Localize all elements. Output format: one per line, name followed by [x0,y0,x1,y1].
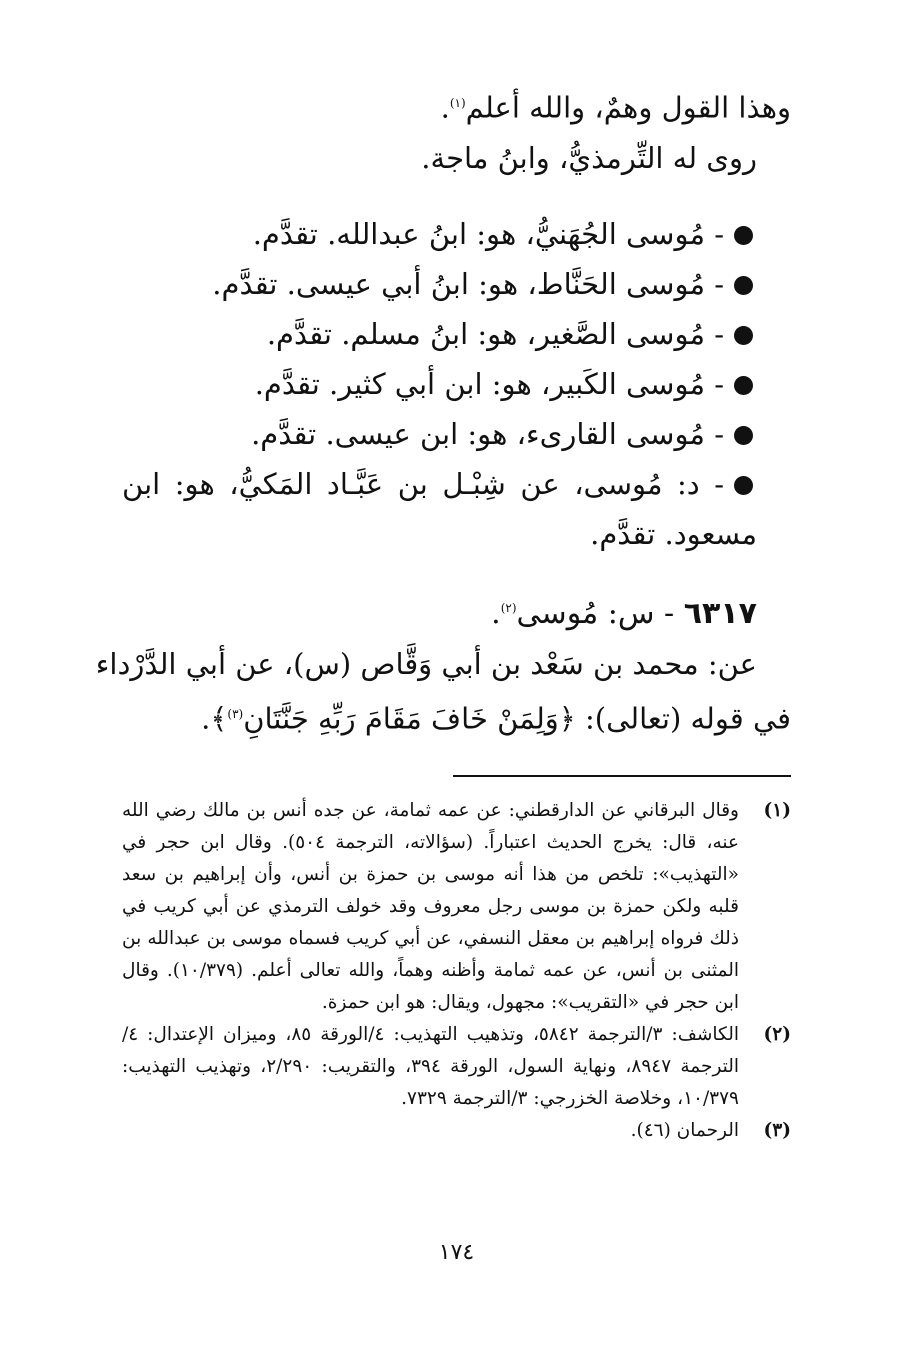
footnote [122,795,791,1019]
footnote-ref-1: (١) [449,96,466,110]
text-line-1-end: . [440,90,450,125]
bullet-text: - مُوسى الحَنَّاط، هو: ابنُ أبي عيسى. تقدَّم. [212,266,724,301]
bullet-item [122,409,791,459]
bullet-item [122,309,791,359]
entry-title: - س: مُوسى [516,595,675,631]
bullet-item [122,209,791,259]
bullet-dot-icon [734,226,753,245]
bullet-dot-icon [734,376,753,395]
entry-line-3-body: في قوله (تعالى): ﴿وَلِمَنْ خَافَ مَقَامَ رَبِّهِ جَنَّتَانِ [243,701,791,736]
footnote-text: الكاشف: ٣/الترجمة ٥٨٤٢، وتذهيب التهذيب: ٤/الورقة ٨٥، وميزان الإعتدال: ٤/الترجمة ٨٩٤٧، ونهاية السول، الورقة ٣٩٤، والتقريب: ٢/٢٩٠، وتهذيب التهذيب: ١٠/٣٧٩، وخلاصة الخزرجي: ٣/الترجمة ٧٣٢٩. [122,1024,740,1109]
bullet-dot-icon [734,326,753,345]
footnote-number: (٣) [763,1120,791,1141]
footnotes [122,795,791,1147]
footnote-text: الرحمان (٤٦). [630,1120,739,1141]
entry-title-end: . [491,595,501,631]
footnote-separator [453,775,791,777]
bullet-item [122,259,791,309]
entry-line-2: عن: محمد بن سَعْد بن أبي وَقَّاص (س)، عن أبي الدَّرْداء [95,646,757,681]
text-line-1-body: وهذا القول وهمٌ، والله أعلم [465,90,791,125]
text-line-1 [122,78,791,133]
bullet-dot-icon [734,276,753,295]
bullet-dot-icon [734,476,753,495]
entry-line-3 [122,689,791,744]
footnote [122,1115,791,1147]
bullet-text: - مُوسى القارىء، هو: ابن عيسى. تقدَّم. [251,416,724,451]
text-line-2: روى له التِّرمذيُّ، وابنُ ماجة. [421,140,757,175]
footnote [122,1019,791,1115]
footnote-number: (٢) [763,1024,791,1045]
entry-heading [122,583,791,639]
bullet-text: - مُوسى الصَّغير، هو: ابنُ مسلم. تقدَّم. [266,316,724,351]
bullet-dot-icon [734,426,753,445]
bullet-item [122,459,791,559]
footnote-ref-3: (٣) [227,706,244,721]
entry-line-3-end: ﴾. [201,701,228,736]
footnote-number: (١) [763,800,791,821]
main-text [95,78,791,743]
bullet-item [122,359,791,409]
bullet-list [122,209,791,559]
footnote-text: وقال البرقاني عن الدارقطني: عن عمه ثمامة، عن جده أنس بن مالك رضي الله عنه، قال: يخرج الحديث اعتباراً. (سؤالاته، الترجمة ٥٠٤). وقال ابن حجر في «التهذيب»: تلخص من هذا أنه موسى بن حمزة بن أنس، وأن إبراهيم بن سعد قلبه ولكن حمزة بن موسى رجل معروف وقد خولف الترمذي عن أبي كريب في ذلك فرواه إبراهيم بن معقل النسفي، عن أبي كريب فسماه موسى بن عبدالله بن المثنى بن أنس، عن عمه ثمامة وأظنه وهماً، والله تعالى أعلم. (١٠/٣٧٩). وقال ابن حجر في «التقريب»: مجهول، ويقال: هو ابن حمزة. [122,800,739,1013]
footnote-ref-2: (٢) [500,600,517,615]
entry-number: ٦٣١٧ [683,595,757,631]
bullet-text: - مُوسى الكَبير، هو: ابن أبي كثير. تقدَّم. [254,366,724,401]
page-number: ١٧٤ [438,1240,475,1265]
bullet-text: - مُوسى الجُهَنيُّ، هو: ابنُ عبدالله. تقدَّم. [252,216,724,251]
bullet-text: - د: مُوسى، عن شِبْـل بن عَبَّـاد المَكيُّ، هو: ابن مسعود. تقدَّم. [122,466,757,551]
